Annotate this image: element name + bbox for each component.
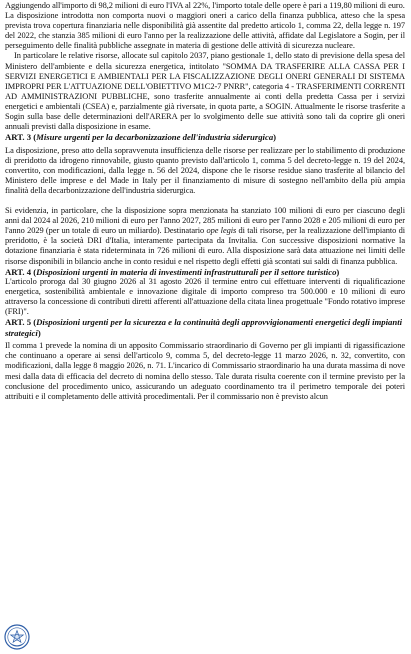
article-3-number: ART. 3: [5, 132, 32, 143]
article-3-paragraph-2: Si evidenzia, in particolare, che la disposizione sopra menzionata ha stanziato 100 milioni di euro per ciascuno degli anni dal 2024 al 2026, 210 milioni di euro per l'anno 2027, 285 milioni di euro per l'anno 2028 e 205 milioni di euro per l'anno 2029 (per un totale di euro un miliardo). Destinatario ope legis di tali risorse, per la realizzazione dell'impianto di preridotto, è la società DRI d'Italia, interamente partecipata da Invitalia. Con successive disposizioni normative la dotazione finanziaria è stata rideterminata in 726 milioni di euro. Alla disposizione sarà data attuazione nei limiti delle risorse disponibili in bilancio anche in conto residui e nel rispetto degli effetti già scontati sui saldi di finanza pubblica.: [5, 206, 405, 266]
article-5-heading: ART. 5 (Disposizioni urgenti per la sicurezza e la continuità degli approvvigionamenti energetici degli impianti strategici): [5, 317, 403, 338]
paragraph-resources-allocation: In particolare le relative risorse, allocate sul capitolo 2037, piano gestionale 1, dello stato di previsione della spesa del Ministero dell'ambiente e della sicurezza energetica, intitolato "SOMMA DA TRASFERIRE ALLA CASSA PER I SERVIZI ENERGETICI E AMBIENTALI PER LA FISCALIZZAZIONE DEGLI ONERI GENERALI DI SISTEMA IMPROPRI PER L'ATTUAZIONE DELL'OBIETTIVO M1C2-7 PNRR", categoria 4 - TRASFERIMENTI CORRENTI AD AMMINISTRAZIONI PUBBLICHE, sono trasferite annualmente ai conti della predetta Cassa per i servizi energetici e ambientali (CSEA) e, parzialmente già riversate, in quota parte, a SOGIN. Attualmente le risorse trasferite a Sogin sulla base delle determinazioni dell'ARERA per lo svolgimento delle sue attività sono tali da coprire gli oneri annuali previsti dalla disposizione in esame.: [5, 51, 405, 132]
article-3-title: Misure urgenti per la decarbonizzazione dell'industria siderurgica: [36, 132, 274, 143]
document-page: [5, 1, 405, 631]
article-3-paragraph-1: La disposizione, preso atto della sopravvenuta insufficienza delle risorse per realizzare per lo stabilimento di produzione di preridotto da idrogeno rinnovabile, giusto quanto previsto dall'articolo 1, comma 5 del decreto-legge n. 19 del 2024, convertito, con modificazioni, dalla legge n. 56 del 2024, dispone che le risorse residue siano trasferite al bilancio del Ministero delle imprese e del Made in Italy per il finanziamento di misure di sostegno nell'ambito della più ampia finalità della decarbonizzazione dell'industria siderurgica.: [5, 145, 405, 195]
article-5-paragraph-1: Il comma 1 prevede la nomina di un apposito Commissario straordinario di Governo per gli impianti di rigassificazione che continuano a operare ai sensi dell'articolo 9, comma 5, del decreto-legge 11 marzo 2026, n. 32, convertito, con modificazioni, dalla legge 8 maggio 2026, n. 71. L'incarico di Commissario straordinario ha una durata massima di nove mesi dalla data di efficacia del decreto di nomina dello stesso. Tale durata risulta coerente con il termine previsto per la conclusione del procedimento unico, assicurando un adeguato coordinamento tra il perimetro temporale dei poteri attribuiti e il completamento delle attività procedimentali. Per il commissario non è previsto alcun: [5, 341, 405, 401]
article-5-number: ART. 5: [5, 317, 32, 328]
article-4-paragraph-1: L'articolo proroga dal 30 giugno 2026 al 31 agosto 2026 il termine entro cui effettuare interventi di riqualificazione energetica, sostenibilità ambientale e innovazione digitale di importo compreso tra 500.000 e 10 milioni di euro attraverso la concessione di contributi diretti afferenti all'attuazione della citata linea progettuale "Fondo rotativo imprese (FRI)".: [5, 277, 405, 317]
article-3-heading: ART. 3 (Misure urgenti per la decarbonizzazione dell'industria siderurgica): [5, 132, 277, 143]
republic-emblem-icon: [4, 624, 30, 650]
ope-legis-term: ope legis: [206, 226, 237, 236]
article-4-heading: ART. 4 (Disposizioni urgenti in materia di investimenti infrastrutturali per il settore turistico): [5, 266, 340, 277]
paragraph-no-new-costs: La disposizione introdotta non comporta nuovi o maggiori oneri a carico della finanza pubblica, atteso che la spesa prevista trova copertura finanziaria nelle disponibilità già assentite dal predetto articolo 1, comma 22, della legge n. 197 del 2022, che stanzia 385 milioni di euro l'anno per la realizzazione delle attività, affidate dal Legislatore a Sogin, per il perseguimento delle finalità pubbliche assegnate in materia di gestione delle attività di sicurezza nucleare.: [5, 11, 405, 51]
article-4-number: ART. 4: [5, 266, 32, 277]
paragraph-iva-total: Aggiungendo all'importo di 98,2 milioni di euro l'IVA al 22%, l'importo totale delle opere è pari a 119,80 milioni di euro.: [5, 1, 405, 10]
article-4-title: Disposizioni urgenti in materia di investimenti infrastrutturali per il settore turistico: [36, 266, 337, 277]
article-5-title: Disposizioni urgenti per la sicurezza e la continuità degli approvvigionamenti energetici degli impianti strategici: [5, 317, 403, 338]
